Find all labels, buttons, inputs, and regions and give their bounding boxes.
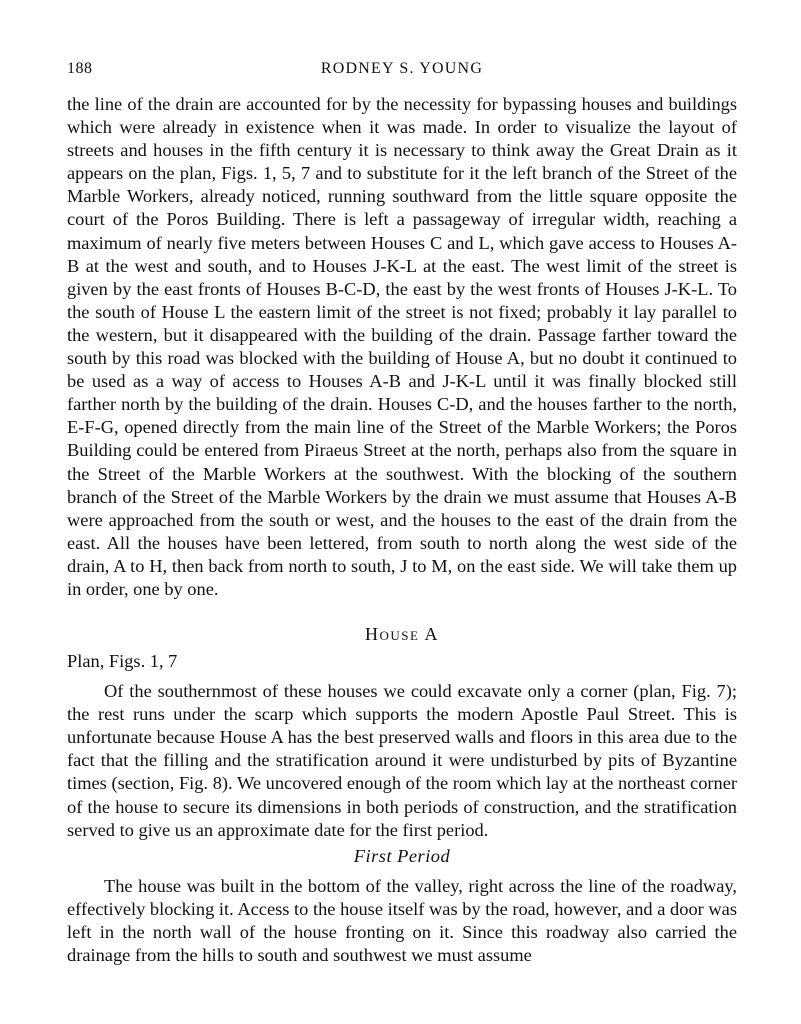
sub-heading: First Period	[353, 845, 451, 866]
body-paragraph-3: The house was built in the bottom of the valley, right across the line of the roadway, effectively blocking it. Access to the house itself was by the road, however, and a door was left in the north wall of the house fronting on it. Since this roadway also carried the drainage from the hills to south and southwest we must assume	[67, 875, 737, 965]
page	[67, 58, 737, 967]
running-head	[67, 58, 737, 84]
running-title: RODNEY S. YOUNG	[320, 60, 484, 77]
section-heading: House A	[365, 624, 439, 645]
page-number: 188	[67, 60, 93, 77]
body-paragraph-2: Of the southernmost of these houses we could excavate only a corner (plan, Fig. 7); the rest runs under the scarp which supports the modern Apostle Paul Street. This is unfortunate because House A has the best preserved walls and floors in this area due to the fact that the filling and the stratification around it were undisturbed by pits of Byzantine times (section, Fig. 8). We uncovered enough of the room which lay at the northeast corner of the house to secure its dimensions in both periods of construction, and the stratification served to give us an approximate date for the first period.	[67, 681, 737, 840]
plan-reference: Plan, Figs. 1, 7	[67, 651, 178, 672]
body-paragraph-1: the line of the drain are accounted for by the necessity for bypassing houses and buildings which were already in existence when it was made. In order to visualize the layout of streets and houses in the fifth century it is necessary to think away the Great Drain as it appears on the plan, Figs. 1, 5, 7 and to substitute for it the left branch of the Street of the Marble Workers, already noticed, running southward from the little square opposite the court of the Poros Building. There is left a passageway of irregular width, reaching a maximum of nearly five meters between Houses C and L, which gave access to Houses A-B at the west and south, and to Houses J-K-L at the east. The west limit of the street is given by the east fronts of Houses B-C-D, the east by the west fronts of Houses J-K-L. To the south of House L the eastern limit of the street is not fixed; probably it lay parallel to the western, but it disappeared with the building of the drain. Passage farther toward the south by this road was blocked with the building of House A, but no doubt it continued to be used as a way of access to Houses A-B and J-K-L until it was finally blocked still farther north by the building of the drain. Houses C-D, and the houses farther to the north, E-F-G, opened directly from the main line of the Street of the Marble Workers; the Poros Building could be entered from Piraeus Street at the north, perhaps also from the square in the Street of the Marble Workers at the southwest. With the blocking of the southern branch of the Street of the Marble Workers by the drain we must assume that Houses A-B were approached from the south or west, and the houses to the east of the drain from the east. All the houses have been lettered, from south to north along the west side of the drain, A to H, then back from north to south, J to M, on the east side. We will take them up in order, one by one.	[67, 94, 737, 599]
